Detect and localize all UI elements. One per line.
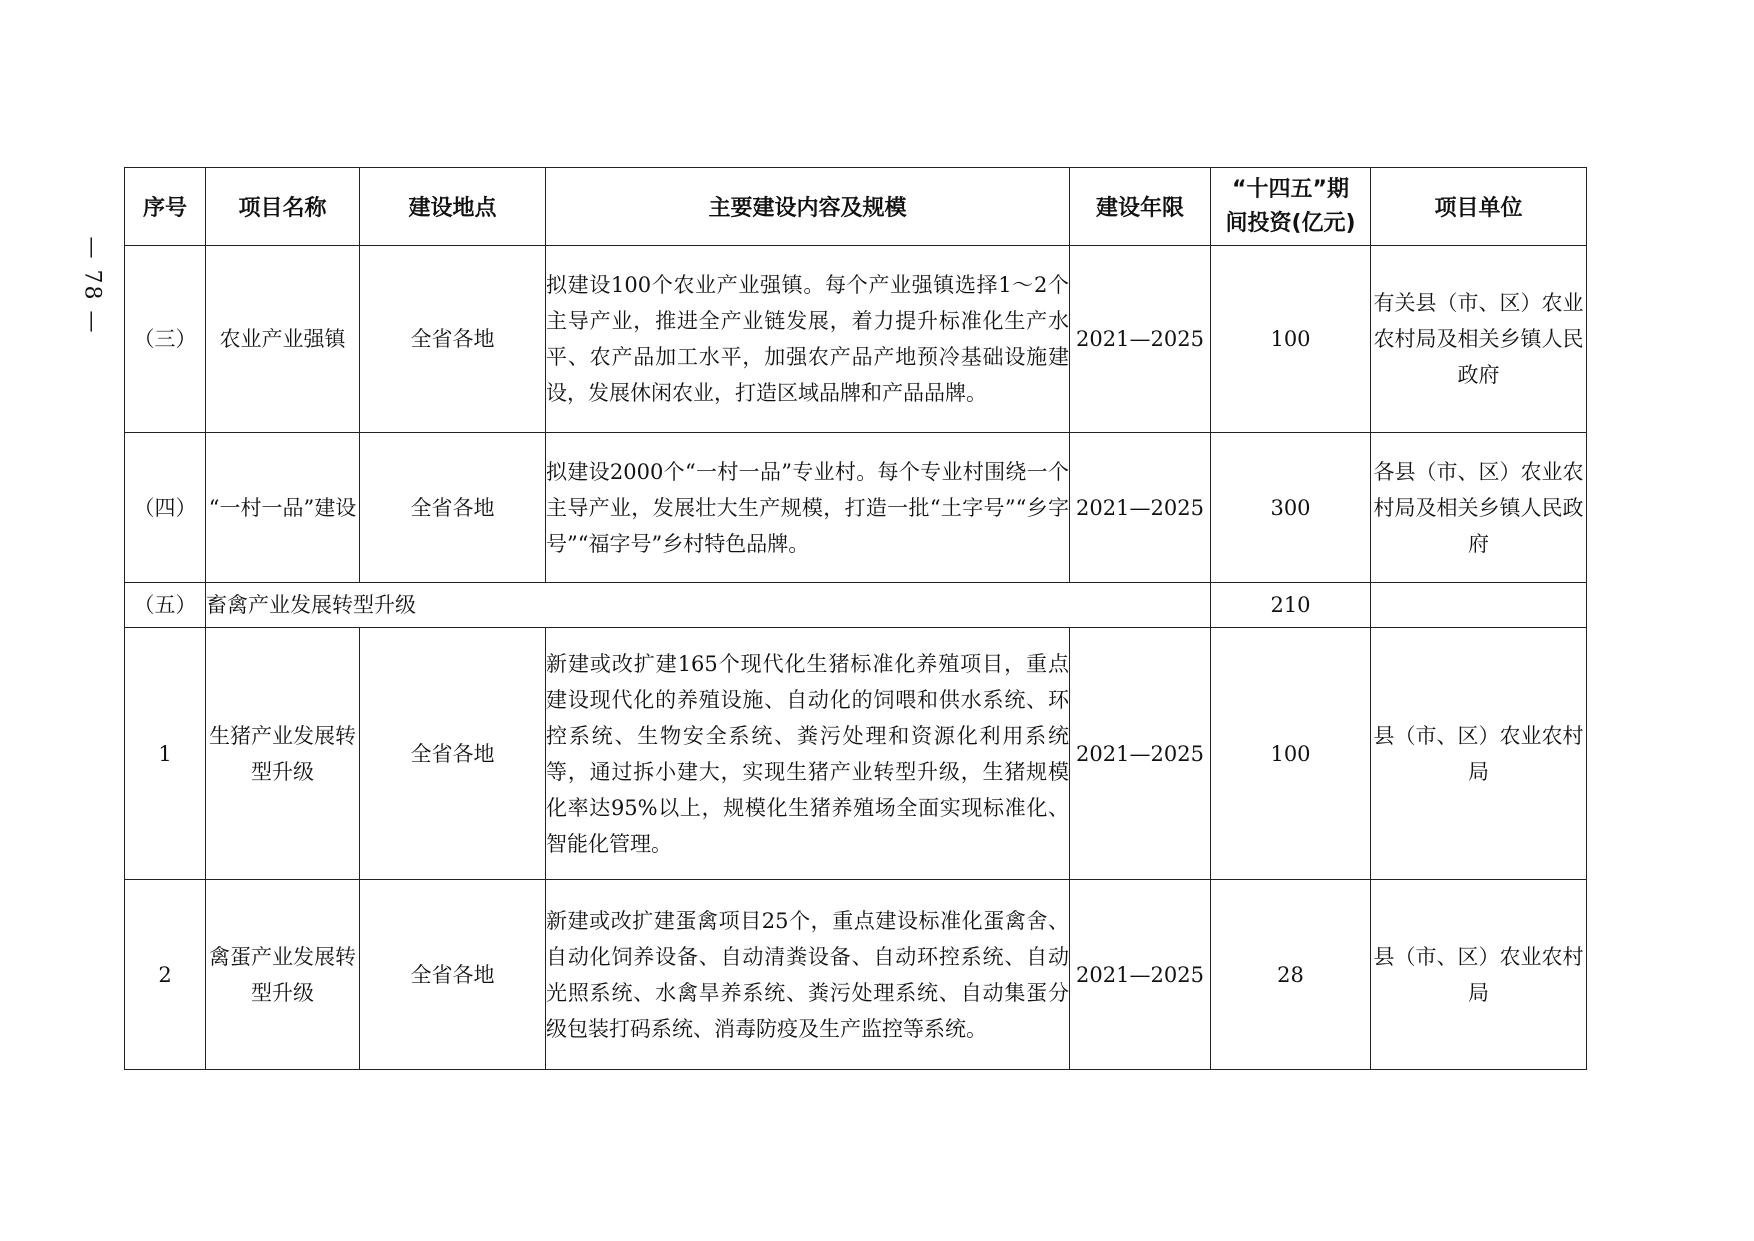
- cell-content: 新建或改扩建蛋禽项目25个，重点建设标准化蛋禽舍、自动化饲养设备、自动清粪设备、自动环控系统、自动光照系统、水禽旱养系统、粪污处理系统、自动集蛋分级包装打码系统、消毒防疫及生产监控等系统。: [546, 880, 1070, 1070]
- header-index: 序号: [125, 168, 206, 246]
- group-title: 畜禽产业发展转型升级: [206, 583, 1211, 628]
- cell-index: （三）: [125, 246, 206, 433]
- header-unit: 项目单位: [1371, 168, 1587, 246]
- cell-location: 全省各地: [360, 880, 546, 1070]
- header-row: [125, 168, 1587, 246]
- header-investment-line2: 间投资(亿元): [1225, 210, 1356, 236]
- table-row: [125, 628, 1587, 880]
- header-investment-line1: “十四五”期: [1232, 176, 1349, 202]
- cell-content: 新建或改扩建165个现代化生猪标准化养殖项目，重点建设现代化的养殖设施、自动化的饲喂和供水系统、环控系统、生物安全系统、粪污处理和资源化利用系统等，通过拆小建大，实现生猪产业转型升级，生猪规模化率达95%以上，规模化生猪养殖场全面实现标准化、智能化管理。: [546, 628, 1070, 880]
- cell-location: 全省各地: [360, 246, 546, 433]
- cell-period: 2021—2025: [1070, 433, 1211, 583]
- cell-index: （四）: [125, 433, 206, 583]
- cell-unit: 各县（市、区）农业农村局及相关乡镇人民政府: [1371, 433, 1587, 583]
- cell-name: 农业产业强镇: [206, 246, 360, 433]
- header-investment: [1211, 168, 1371, 246]
- cell-investment: 100: [1211, 628, 1371, 880]
- cell-unit-empty: [1371, 583, 1587, 628]
- header-location: 建设地点: [360, 168, 546, 246]
- cell-location: 全省各地: [360, 433, 546, 583]
- cell-name: 禽蛋产业发展转型升级: [206, 880, 360, 1070]
- project-table: [124, 167, 1587, 1070]
- cell-unit: 有关县（市、区）农业农村局及相关乡镇人民政府: [1371, 246, 1587, 433]
- cell-content: 拟建设100个农业产业强镇。每个产业强镇选择1～2个主导产业，推进全产业链发展，着力提升标准化生产水平、农产品加工水平，加强农产品产地预冷基础设施建设，发展休闲农业，打造区域品牌和产品品牌。: [546, 246, 1070, 433]
- cell-name: 生猪产业发展转型升级: [206, 628, 360, 880]
- cell-investment: 210: [1211, 583, 1371, 628]
- cell-name: “一村一品”建设: [206, 433, 360, 583]
- cell-investment: 100: [1211, 246, 1371, 433]
- page-number-text: — 78 —: [79, 236, 105, 334]
- group-row: [125, 583, 1587, 628]
- header-period: 建设年限: [1070, 168, 1211, 246]
- page-number: [62, 230, 122, 340]
- cell-unit: 县（市、区）农业农村局: [1371, 880, 1587, 1070]
- header-content: 主要建设内容及规模: [546, 168, 1070, 246]
- cell-index: 2: [125, 880, 206, 1070]
- table-row: [125, 246, 1587, 433]
- cell-location: 全省各地: [360, 628, 546, 880]
- cell-period: 2021—2025: [1070, 628, 1211, 880]
- cell-investment: 300: [1211, 433, 1371, 583]
- cell-unit: 县（市、区）农业农村局: [1371, 628, 1587, 880]
- table-row: [125, 880, 1587, 1070]
- cell-index: （五）: [125, 583, 206, 628]
- cell-period: 2021—2025: [1070, 880, 1211, 1070]
- cell-investment: 28: [1211, 880, 1371, 1070]
- cell-period: 2021—2025: [1070, 246, 1211, 433]
- cell-index: 1: [125, 628, 206, 880]
- header-name: 项目名称: [206, 168, 360, 246]
- cell-content: 拟建设2000个“一村一品”专业村。每个专业村围绕一个主导产业，发展壮大生产规模，打造一批“土字号”“乡字号”“福字号”乡村特色品牌。: [546, 433, 1070, 583]
- table-row: [125, 433, 1587, 583]
